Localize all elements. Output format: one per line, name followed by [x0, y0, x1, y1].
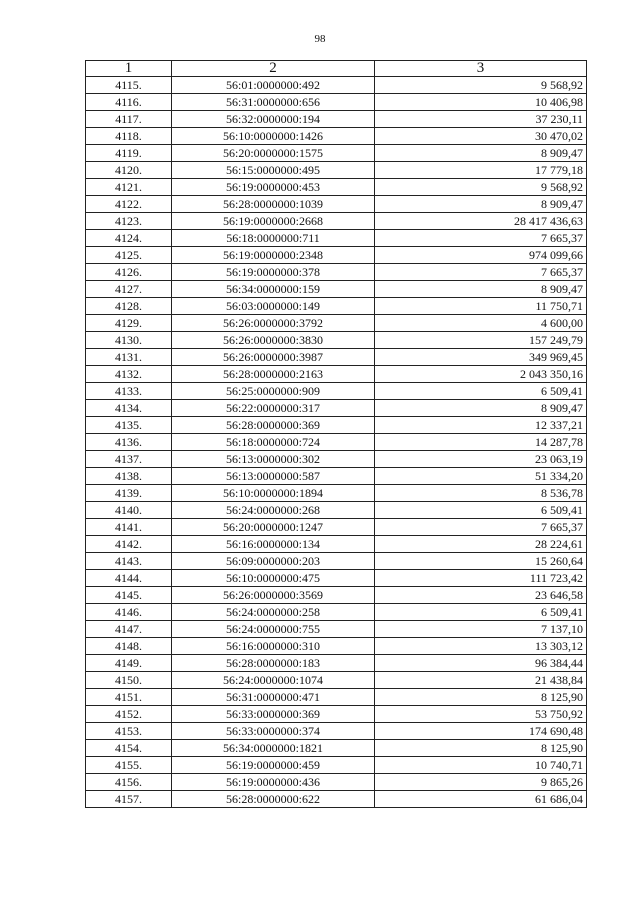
table-row	[86, 604, 587, 621]
value-amount: 6 509,41	[375, 604, 587, 621]
cadastral-number: 56:25:0000000:909	[172, 383, 375, 400]
table-row	[86, 400, 587, 417]
value-amount: 8 536,78	[375, 485, 587, 502]
value-amount: 37 230,11	[375, 111, 587, 128]
row-number: 4152.	[86, 706, 172, 723]
value-amount: 30 470,02	[375, 128, 587, 145]
value-amount: 8 125,90	[375, 740, 587, 757]
cadastral-number: 56:10:0000000:1426	[172, 128, 375, 145]
value-amount: 7 665,37	[375, 519, 587, 536]
row-number: 4132.	[86, 366, 172, 383]
table-row	[86, 468, 587, 485]
row-number: 4133.	[86, 383, 172, 400]
value-amount: 9 568,92	[375, 77, 587, 94]
cadastral-number: 56:31:0000000:471	[172, 689, 375, 706]
value-amount: 96 384,44	[375, 655, 587, 672]
row-number: 4120.	[86, 162, 172, 179]
value-amount: 7 665,37	[375, 264, 587, 281]
cadastral-number: 56:28:0000000:369	[172, 417, 375, 434]
cadastral-number: 56:13:0000000:302	[172, 451, 375, 468]
row-number: 4119.	[86, 145, 172, 162]
row-number: 4145.	[86, 587, 172, 604]
cadastral-number: 56:31:0000000:656	[172, 94, 375, 111]
value-amount: 28 224,61	[375, 536, 587, 553]
value-amount: 53 750,92	[375, 706, 587, 723]
row-number: 4128.	[86, 298, 172, 315]
table-row	[86, 570, 587, 587]
value-amount: 51 334,20	[375, 468, 587, 485]
cadastral-number: 56:28:0000000:622	[172, 791, 375, 808]
table-row	[86, 621, 587, 638]
value-amount: 4 600,00	[375, 315, 587, 332]
value-amount: 974 099,66	[375, 247, 587, 264]
value-amount: 10 406,98	[375, 94, 587, 111]
value-amount: 8 909,47	[375, 400, 587, 417]
cadastral-number: 56:20:0000000:1247	[172, 519, 375, 536]
row-number: 4148.	[86, 638, 172, 655]
table-row	[86, 689, 587, 706]
value-amount: 9 568,92	[375, 179, 587, 196]
value-amount: 13 303,12	[375, 638, 587, 655]
table-row	[86, 315, 587, 332]
table-row	[86, 94, 587, 111]
value-amount: 10 740,71	[375, 757, 587, 774]
cadastral-number: 56:26:0000000:3830	[172, 332, 375, 349]
table-row	[86, 213, 587, 230]
value-amount: 8 125,90	[375, 689, 587, 706]
value-amount: 17 779,18	[375, 162, 587, 179]
row-number: 4115.	[86, 77, 172, 94]
table-row	[86, 655, 587, 672]
column-header-1: 1	[86, 61, 172, 77]
cadastral-number: 56:13:0000000:587	[172, 468, 375, 485]
cadastral-number: 56:26:0000000:3792	[172, 315, 375, 332]
row-number: 4136.	[86, 434, 172, 451]
cadastral-number: 56:33:0000000:369	[172, 706, 375, 723]
row-number: 4123.	[86, 213, 172, 230]
cadastral-number: 56:22:0000000:317	[172, 400, 375, 417]
row-number: 4155.	[86, 757, 172, 774]
value-amount: 7 665,37	[375, 230, 587, 247]
value-amount: 7 137,10	[375, 621, 587, 638]
page-number: 98	[314, 33, 326, 45]
row-number: 4146.	[86, 604, 172, 621]
table-row	[86, 247, 587, 264]
row-number: 4151.	[86, 689, 172, 706]
cadastral-number: 56:15:0000000:495	[172, 162, 375, 179]
table-row	[86, 791, 587, 808]
cadastral-number: 56:34:0000000:1821	[172, 740, 375, 757]
row-number: 4140.	[86, 502, 172, 519]
value-amount: 9 865,26	[375, 774, 587, 791]
table-row	[86, 111, 587, 128]
row-number: 4121.	[86, 179, 172, 196]
value-amount: 8 909,47	[375, 281, 587, 298]
cadastral-number: 56:19:0000000:453	[172, 179, 375, 196]
cadastral-number: 56:28:0000000:183	[172, 655, 375, 672]
row-number: 4135.	[86, 417, 172, 434]
cadastral-number: 56:18:0000000:711	[172, 230, 375, 247]
value-amount: 23 063,19	[375, 451, 587, 468]
value-amount: 14 287,78	[375, 434, 587, 451]
table-row	[86, 264, 587, 281]
cadastral-number: 56:19:0000000:2668	[172, 213, 375, 230]
cadastral-number: 56:01:0000000:492	[172, 77, 375, 94]
row-number: 4153.	[86, 723, 172, 740]
cadastral-number: 56:16:0000000:310	[172, 638, 375, 655]
row-number: 4127.	[86, 281, 172, 298]
row-number: 4150.	[86, 672, 172, 689]
row-number: 4118.	[86, 128, 172, 145]
value-amount: 2 043 350,16	[375, 366, 587, 383]
table-row	[86, 128, 587, 145]
cadastral-number: 56:16:0000000:134	[172, 536, 375, 553]
cadastral-number: 56:26:0000000:3569	[172, 587, 375, 604]
cadastral-number: 56:24:0000000:268	[172, 502, 375, 519]
row-number: 4147.	[86, 621, 172, 638]
cadastral-number: 56:10:0000000:1894	[172, 485, 375, 502]
row-number: 4122.	[86, 196, 172, 213]
row-number: 4154.	[86, 740, 172, 757]
table-row	[86, 298, 587, 315]
table-row	[86, 672, 587, 689]
table-row	[86, 196, 587, 213]
cadastral-table	[85, 60, 587, 808]
row-number: 4116.	[86, 94, 172, 111]
table-header	[86, 61, 587, 77]
table-row	[86, 145, 587, 162]
row-number: 4142.	[86, 536, 172, 553]
row-number: 4143.	[86, 553, 172, 570]
cadastral-number: 56:03:0000000:149	[172, 298, 375, 315]
row-number: 4139.	[86, 485, 172, 502]
cadastral-number: 56:19:0000000:2348	[172, 247, 375, 264]
value-amount: 157 249,79	[375, 332, 587, 349]
cadastral-number: 56:24:0000000:1074	[172, 672, 375, 689]
table-row	[86, 502, 587, 519]
cadastral-number: 56:18:0000000:724	[172, 434, 375, 451]
value-amount: 23 646,58	[375, 587, 587, 604]
value-amount: 61 686,04	[375, 791, 587, 808]
column-header-3: 3	[375, 61, 587, 77]
cadastral-number: 56:24:0000000:258	[172, 604, 375, 621]
cadastral-number: 56:19:0000000:436	[172, 774, 375, 791]
cadastral-number: 56:20:0000000:1575	[172, 145, 375, 162]
value-amount: 6 509,41	[375, 502, 587, 519]
table-row	[86, 451, 587, 468]
table-row	[86, 162, 587, 179]
table-body	[86, 77, 587, 808]
cadastral-number: 56:19:0000000:378	[172, 264, 375, 281]
value-amount: 15 260,64	[375, 553, 587, 570]
row-number: 4149.	[86, 655, 172, 672]
value-amount: 12 337,21	[375, 417, 587, 434]
row-number: 4125.	[86, 247, 172, 264]
cadastral-number: 56:09:0000000:203	[172, 553, 375, 570]
table-row	[86, 485, 587, 502]
table-row	[86, 519, 587, 536]
cadastral-number: 56:19:0000000:459	[172, 757, 375, 774]
table-row	[86, 281, 587, 298]
row-number: 4137.	[86, 451, 172, 468]
table-row	[86, 706, 587, 723]
table-row	[86, 723, 587, 740]
table-row	[86, 740, 587, 757]
row-number: 4157.	[86, 791, 172, 808]
cadastral-number: 56:32:0000000:194	[172, 111, 375, 128]
cadastral-number: 56:26:0000000:3987	[172, 349, 375, 366]
value-amount: 21 438,84	[375, 672, 587, 689]
row-number: 4117.	[86, 111, 172, 128]
value-amount: 349 969,45	[375, 349, 587, 366]
table-row	[86, 366, 587, 383]
table-row	[86, 179, 587, 196]
row-number: 4156.	[86, 774, 172, 791]
table-row	[86, 77, 587, 94]
row-number: 4134.	[86, 400, 172, 417]
value-amount: 6 509,41	[375, 383, 587, 400]
row-number: 4130.	[86, 332, 172, 349]
table-row	[86, 774, 587, 791]
table-row	[86, 536, 587, 553]
table-row	[86, 553, 587, 570]
table-row	[86, 332, 587, 349]
row-number: 4138.	[86, 468, 172, 485]
table-row	[86, 417, 587, 434]
row-number: 4141.	[86, 519, 172, 536]
cadastral-number: 56:24:0000000:755	[172, 621, 375, 638]
cadastral-number: 56:34:0000000:159	[172, 281, 375, 298]
table-row	[86, 757, 587, 774]
row-number: 4144.	[86, 570, 172, 587]
column-header-2: 2	[172, 61, 375, 77]
cadastral-number: 56:28:0000000:2163	[172, 366, 375, 383]
row-number: 4131.	[86, 349, 172, 366]
value-amount: 28 417 436,63	[375, 213, 587, 230]
header-row	[86, 61, 587, 77]
table-row	[86, 383, 587, 400]
table-row	[86, 638, 587, 655]
value-amount: 11 750,71	[375, 298, 587, 315]
value-amount: 8 909,47	[375, 145, 587, 162]
row-number: 4126.	[86, 264, 172, 281]
row-number: 4124.	[86, 230, 172, 247]
table-row	[86, 587, 587, 604]
table-row	[86, 349, 587, 366]
value-amount: 111 723,42	[375, 570, 587, 587]
cadastral-number: 56:10:0000000:475	[172, 570, 375, 587]
cadastral-number: 56:33:0000000:374	[172, 723, 375, 740]
value-amount: 174 690,48	[375, 723, 587, 740]
cadastral-number: 56:28:0000000:1039	[172, 196, 375, 213]
table-row	[86, 230, 587, 247]
value-amount: 8 909,47	[375, 196, 587, 213]
row-number: 4129.	[86, 315, 172, 332]
table-row	[86, 434, 587, 451]
